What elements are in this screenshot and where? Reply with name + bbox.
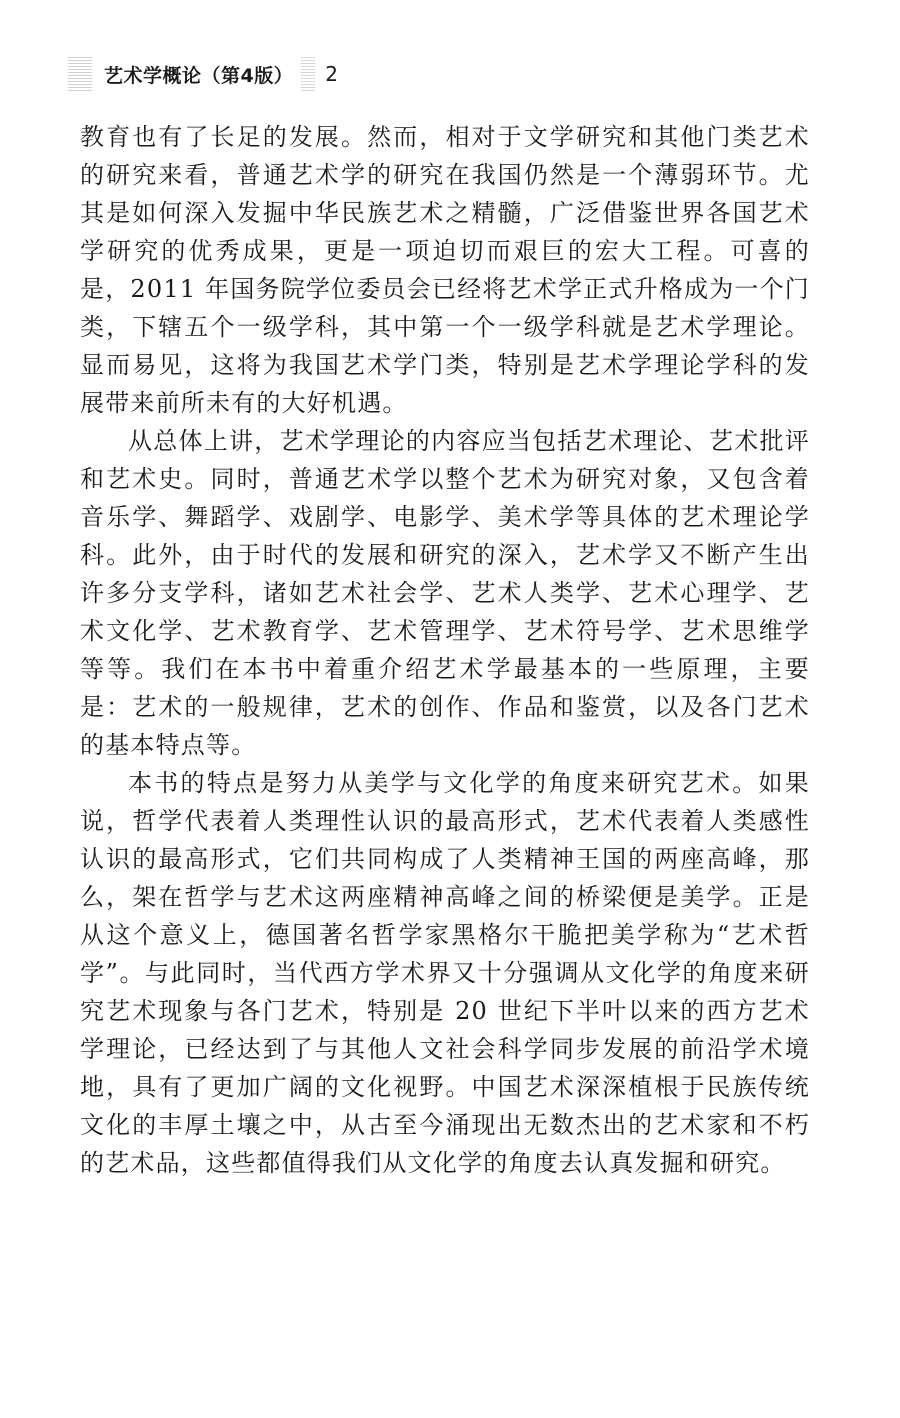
paragraph-1: 教育也有了长足的发展。然而，相对于文学研究和其他门类艺术的研究来看，普通艺术学的研究在我国仍然是一个薄弱环节。尤其是如何深入发掘中华民族艺术之精髓，广泛借鉴世界各国艺术学研究的优秀成果，更是一项迫切而艰巨的宏大工程。可喜的是，2011 年国务院学位委员会已经将艺术学正式升格成为一个门类，下辖五个一级学科，其中第一个一级学科就是艺术学理论。显而易见，这将为我国艺术学门类，特别是艺术学理论学科的发展带来前所未有的大好机遇。 — [80, 123, 810, 417]
page-number: 2 — [325, 62, 338, 86]
running-header — [68, 56, 338, 92]
book-title: 艺术学概论（第4版） — [104, 64, 294, 87]
paragraph-2: 从总体上讲，艺术学理论的内容应当包括艺术理论、艺术批评和艺术史。同时，普通艺术学以整个艺术为研究对象，又包含着音乐学、舞蹈学、戏剧学、电影学、美术学等具体的艺术理论学科。此外，由于时代的发展和研究的深入，艺术学又不断产生出许多分支学科，诸如艺术社会学、艺术人类学、艺术心理学、艺术文化学、艺术教育学、艺术管理学、艺术符号学、艺术思维学等等。我们在本书中着重介绍艺术学最基本的一些原理，主要是：艺术的一般规律，艺术的创作、作品和鉴赏，以及各门艺术的基本特点等。 — [80, 427, 810, 759]
header-separator — [301, 57, 315, 91]
paragraph-3: 本书的特点是努力从美学与文化学的角度来研究艺术。如果说，哲学代表着人类理性认识的最高形式，艺术代表着人类感性认识的最高形式，它们共同构成了人类精神王国的两座高峰，那么，架在哲学与艺术这两座精神高峰之间的桥梁便是美学。正是从这个意义上，德国著名哲学家黑格尔干脆把美学称为“艺术哲学”。与此同时，当代西方学术界又十分强调从文化学的角度来研究艺术现象与各门艺术，特别是 20 世纪下半叶以来的西方艺术学理论，已经达到了与其他人文社会科学同步发展的前沿学术境地，具有了更加广阔的文化视野。中国艺术深深植根于民族传统文化的丰厚土壤之中，从古至今涌现出无数杰出的艺术家和不朽的艺术品，这些都值得我们从文化学的角度去认真发掘和研究。 — [80, 769, 810, 1177]
header-decoration — [68, 57, 92, 91]
body-text — [80, 118, 810, 1182]
